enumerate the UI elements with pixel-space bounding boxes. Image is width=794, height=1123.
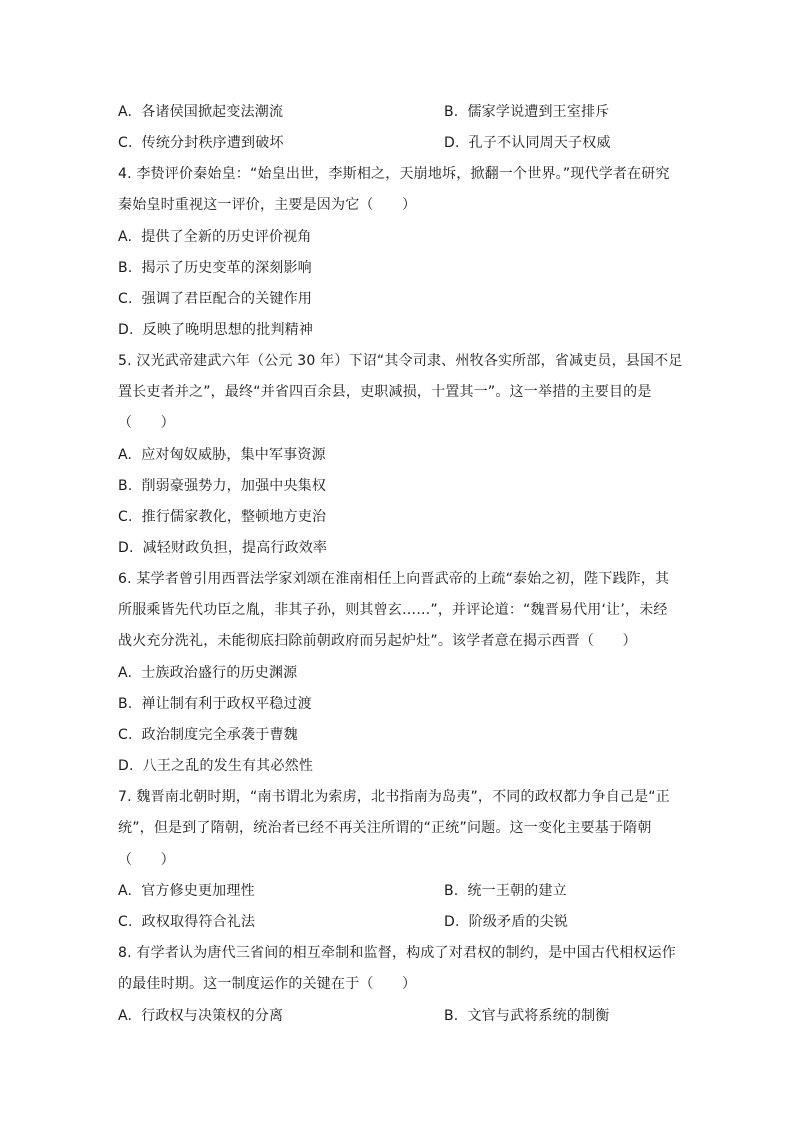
q4-option-c: C. 强调了君臣配合的关键作用 (118, 291, 313, 307)
q5-option-b: B. 削弱豪强势力，加强中央集权 (118, 478, 327, 494)
q7-option-b: B. 统一王朝的建立 (444, 883, 567, 899)
q7-stem-line-1: 7. 魏晋南北朝时期，“南书谓北为索虏，北书指南为岛夷”，不同的政权都力争自己是“正 (118, 789, 670, 805)
q3-option-a: A. 各诸侯国掀起变法潮流 (118, 104, 284, 120)
q5-option-d: D. 减轻财政负担，提高行政效率 (118, 540, 328, 556)
q7-stem-line-3: （ ） (118, 852, 175, 868)
q3-option-c: C. 传统分封秩序遭到破坏 (118, 135, 284, 151)
q8-stem-line-2: 的最佳时期。这一制度运作的关键在于（ ） (118, 976, 417, 992)
q8-option-a: A. 行政权与决策权的分离 (118, 1008, 284, 1024)
q5-stem-line-3: （ ） (118, 415, 175, 431)
q5-stem-line-1: 5. 汉光武帝建武六年（公元 30 年）下诏“其令司隶、州牧各实所部，省减吏员，县国不足 (118, 353, 683, 369)
q6-option-c: C. 政治制度完全承袭于曹魏 (118, 727, 298, 743)
q4-option-a: A. 提供了全新的历史评价视角 (118, 229, 312, 245)
q3-option-d: D. 孔子不认同周天子权威 (444, 135, 611, 151)
q4-stem-line-2: 秦始皇时重视这一评价，主要是因为它（ ） (118, 197, 417, 213)
q6-option-b: B. 禅让制有利于政权平稳过渡 (118, 696, 312, 712)
q6-stem-line-1: 6. 某学者曾引用西晋法学家刘颂在淮南相任上向晋武帝的上疏“泰始之初，陛下践阼，其 (118, 571, 670, 587)
q5-stem-line-2: 置长吏者并之”，最终“并省四百余县，吏职减损，十置其一”。这一举措的主要目的是 (118, 384, 652, 400)
q3-option-b: B. 儒家学说遭到王室排斥 (444, 104, 610, 120)
q8-option-b: B. 文官与武将系统的制衡 (444, 1008, 610, 1024)
q7-option-c: C. 政权取得符合礼法 (118, 914, 256, 930)
q5-option-c: C. 推行儒家教化，整顿地方吏治 (118, 509, 327, 525)
q8-stem-line-1: 8. 有学者认为唐代三省间的相互牵制和监督，构成了对君权的制约，是中国古代相权运作 (118, 945, 677, 961)
q6-stem-line-3: 战火充分洗礼，未能彻底扫除前朝政府而另起炉灶”。该学者意在揭示西晋（ ） (118, 633, 637, 649)
q4-option-d: D. 反映了晚明思想的批判精神 (118, 322, 314, 338)
q4-stem-line-1: 4. 李贽评价秦始皇：“始皇出世，李斯相之，天崩地坼，掀翻一个世界。”现代学者在研究 (118, 166, 670, 182)
q4-option-b: B. 揭示了历史变革的深刻影响 (118, 260, 312, 276)
q5-option-a: A. 应对匈奴威胁，集中军事资源 (118, 447, 326, 463)
q7-option-d: D. 阶级矛盾的尖锐 (444, 914, 569, 930)
q6-stem-line-2: 所服乘皆先代功臣之胤，非其子孙，则其曾玄……”，并评论道：“魏晋易代用‘让’，未经 (118, 602, 668, 618)
q7-stem-line-2: 统”，但是到了隋朝，统治者已经不再关注所谓的“正统”问题。这一变化主要基于隋朝 (118, 820, 652, 836)
q7-option-a: A. 官方修史更加理性 (118, 883, 255, 899)
q6-option-a: A. 士族政治盛行的历史渊源 (118, 665, 298, 681)
q6-option-d: D. 八王之乱的发生有其必然性 (118, 758, 314, 774)
